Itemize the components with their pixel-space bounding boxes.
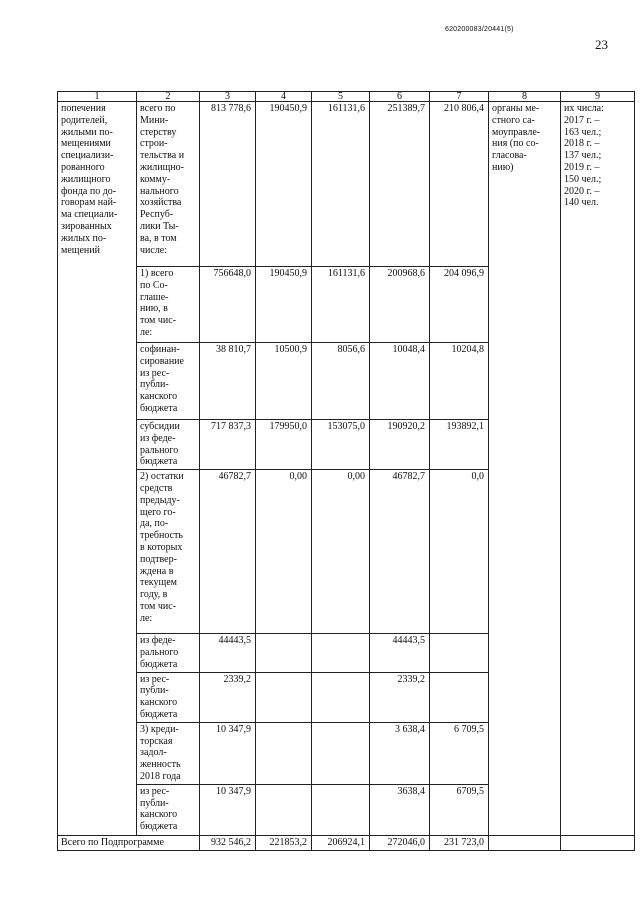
value-cell: 44443,5	[370, 634, 430, 672]
row-label: из рес- публи- канского бюджета	[137, 672, 200, 722]
total-value: 231 723,0	[430, 835, 489, 850]
column-header: 7	[430, 92, 489, 102]
value-cell: 46782,7	[370, 470, 430, 634]
page-number: 23	[595, 37, 608, 52]
value-cell	[256, 784, 312, 835]
column-header: 6	[370, 92, 430, 102]
total-row	[58, 835, 635, 850]
value-cell: 10048,4	[370, 343, 430, 420]
empty-cell	[489, 835, 561, 850]
row-label: субсидии из феде- рального бюджета	[137, 420, 200, 470]
value-cell: 0,00	[256, 470, 312, 634]
column-header: 1	[58, 92, 137, 102]
column-header: 8	[489, 92, 561, 102]
value-cell: 6 709,5	[430, 722, 489, 784]
value-cell: 204 096,9	[430, 267, 489, 343]
value-cell: 251389,7	[370, 102, 430, 267]
total-value: 272046,0	[370, 835, 430, 850]
value-cell: 813 778,6	[200, 102, 256, 267]
row-label: 1) всего по Со- глаше- нию, в том чис- ле:	[137, 267, 200, 343]
value-cell: 190920,2	[370, 420, 430, 470]
document-id: 620200083/20441(5)	[445, 26, 514, 33]
value-cell	[430, 634, 489, 672]
column-header: 4	[256, 92, 312, 102]
value-cell	[430, 672, 489, 722]
value-cell	[256, 634, 312, 672]
column-header: 3	[200, 92, 256, 102]
total-value: 932 546,2	[200, 835, 256, 850]
value-cell: 153075,0	[312, 420, 370, 470]
value-cell: 756648,0	[200, 267, 256, 343]
table-row	[58, 102, 635, 267]
value-cell: 0,00	[312, 470, 370, 634]
value-cell: 38 810,7	[200, 343, 256, 420]
value-cell: 10500,9	[256, 343, 312, 420]
value-cell: 6709,5	[430, 784, 489, 835]
value-cell: 10204,8	[430, 343, 489, 420]
value-cell: 2339,2	[200, 672, 256, 722]
row-label: софинан- сирование из рес- публи- канского бюджета	[137, 343, 200, 420]
value-cell: 190450,9	[256, 267, 312, 343]
total-label: Всего по Подпрограмме	[58, 835, 200, 850]
value-cell: 3638,4	[370, 784, 430, 835]
empty-cell	[561, 835, 635, 850]
row-label: всего по Мини- стерству строи- тельства и жилищно- комму- нального хозяйства Респуб- лики Ты- ва, в том числе:	[137, 102, 200, 267]
row-label: из рес- публи- канского бюджета	[137, 784, 200, 835]
row-label: из феде- рального бюджета	[137, 634, 200, 672]
value-cell	[312, 672, 370, 722]
total-value: 206924,1	[312, 835, 370, 850]
value-cell: 161131,6	[312, 267, 370, 343]
row-label: 3) креди- торская задол- женность 2018 года	[137, 722, 200, 784]
column-header-row	[58, 92, 635, 102]
value-cell	[256, 722, 312, 784]
value-cell: 200968,6	[370, 267, 430, 343]
value-cell: 44443,5	[200, 634, 256, 672]
value-cell: 161131,6	[312, 102, 370, 267]
total-value: 221853,2	[256, 835, 312, 850]
value-cell: 2339,2	[370, 672, 430, 722]
value-cell: 0,0	[430, 470, 489, 634]
result-cell: их числа: 2017 г. – 163 чел.; 2018 г. – 137 чел.; 2019 г. – 150 чел.; 2020 г. – 140 чел.	[561, 102, 635, 836]
value-cell: 179950,0	[256, 420, 312, 470]
value-cell: 190450,9	[256, 102, 312, 267]
value-cell: 210 806,4	[430, 102, 489, 267]
column-header: 2	[137, 92, 200, 102]
executor-cell: органы ме- стного са- моуправле- ния (по со- гласова- нию)	[489, 102, 561, 836]
column-header: 9	[561, 92, 635, 102]
value-cell: 8056,6	[312, 343, 370, 420]
value-cell: 3 638,4	[370, 722, 430, 784]
column-header: 5	[312, 92, 370, 102]
budget-table	[57, 91, 635, 851]
value-cell: 10 347,9	[200, 784, 256, 835]
category-description: попечения родителей, жилыми по- мещениями специализи- рованного жилищного фонда по до- говорам най- ма специали- зированных жилых по- мещений	[58, 102, 137, 836]
value-cell	[256, 672, 312, 722]
value-cell	[312, 784, 370, 835]
value-cell	[312, 634, 370, 672]
value-cell: 46782,7	[200, 470, 256, 634]
value-cell: 717 837,3	[200, 420, 256, 470]
value-cell: 193892,1	[430, 420, 489, 470]
value-cell: 10 347,9	[200, 722, 256, 784]
row-label: 2) остатки средств предыду- щего го- да, по- требность в которых подтвер- ждена в текущем году, в том чис- ле:	[137, 470, 200, 634]
value-cell	[312, 722, 370, 784]
